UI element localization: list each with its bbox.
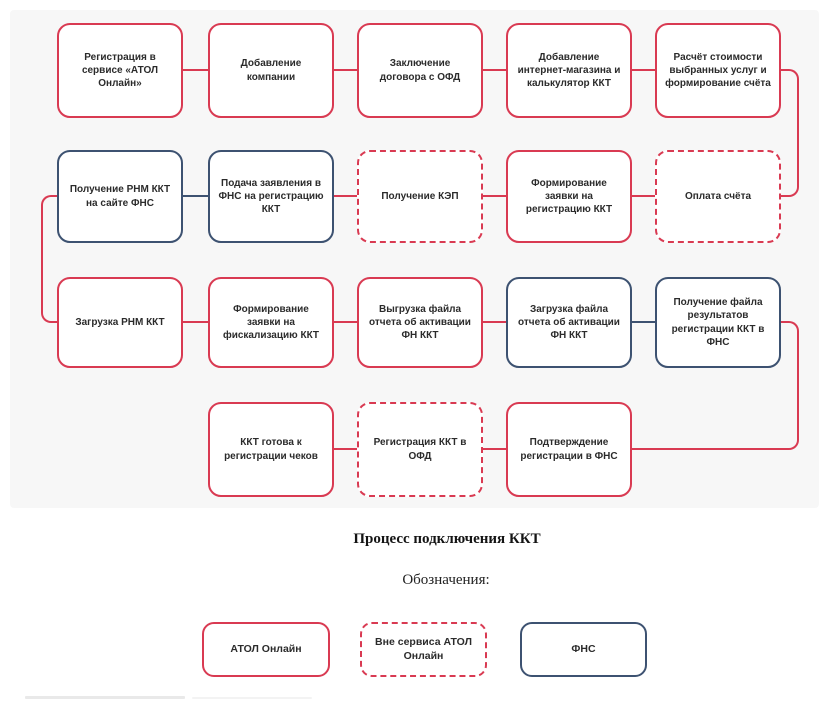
diagram-title: Процесс подключения ККТ xyxy=(353,531,541,547)
flow-connector xyxy=(632,69,655,71)
flow-connector xyxy=(632,195,655,197)
flow-connector xyxy=(334,195,357,197)
flow-connector xyxy=(632,448,782,450)
flow-connector xyxy=(483,69,506,71)
node-ofd-contract: Заключение договора с ОФД xyxy=(357,23,483,118)
flow-connector xyxy=(483,321,506,323)
flow-connector xyxy=(183,321,208,323)
cut-off-text-artifact xyxy=(25,696,185,699)
flow-connector xyxy=(483,195,506,197)
node-kkt-ready-for-receipts: ККТ готова к регистрации чеков xyxy=(208,402,334,497)
node-add-company: Добавление компании xyxy=(208,23,334,118)
cut-off-text-artifact xyxy=(192,697,312,699)
node-fiscalization-request: Формирование заявки на фискализацию ККТ xyxy=(208,277,334,368)
flow-connector xyxy=(334,448,357,450)
node-register-atol-online: Регистрация в сервисе «АТОЛ Онлайн» xyxy=(57,23,183,118)
flow-wrap-connector-right xyxy=(781,69,799,197)
flow-connector xyxy=(483,448,506,450)
node-get-kep: Получение КЭП xyxy=(357,150,483,243)
flow-connector xyxy=(183,69,208,71)
node-add-online-store-calculator: Добавление интернет-магазина и калькулятор ККТ xyxy=(506,23,632,118)
node-export-fn-activation-report: Выгрузка файла отчета об активации ФН ККТ xyxy=(357,277,483,368)
node-get-fns-registration-results-file: Получение файла результатов регистрации ККТ в ФНС xyxy=(655,277,781,368)
node-pay-invoice: Оплата счёта xyxy=(655,150,781,243)
flow-connector xyxy=(334,321,357,323)
flow-wrap-connector-right xyxy=(781,321,799,450)
node-submit-application-fns: Подача заявления в ФНС на регистрацию ККТ xyxy=(208,150,334,243)
flow-connector xyxy=(632,321,655,323)
node-form-registration-request: Формирование заявки на регистрацию ККТ xyxy=(506,150,632,243)
node-upload-fn-activation-report: Загрузка файла отчета об активации ФН ККТ xyxy=(506,277,632,368)
legend-item-outside-atol-online: Вне сервиса АТОЛ Онлайн xyxy=(360,622,487,677)
flow-connector xyxy=(183,195,208,197)
node-register-kkt-in-ofd: Регистрация ККТ в ОФД xyxy=(357,402,483,497)
legend-heading: Обозначения: xyxy=(402,572,490,588)
flow-connector xyxy=(334,69,357,71)
node-get-rnm-on-fns-site: Получение РНМ ККТ на сайте ФНС xyxy=(57,150,183,243)
node-cost-calculation-invoice: Расчёт стоимости выбранных услуг и формирование счёта xyxy=(655,23,781,118)
node-confirm-registration-fns: Подтверждение регистрации в ФНС xyxy=(506,402,632,497)
legend-item-atol-online: АТОЛ Онлайн xyxy=(202,622,330,677)
node-upload-rnm: Загрузка РНМ ККТ xyxy=(57,277,183,368)
legend-item-fns: ФНС xyxy=(520,622,647,677)
